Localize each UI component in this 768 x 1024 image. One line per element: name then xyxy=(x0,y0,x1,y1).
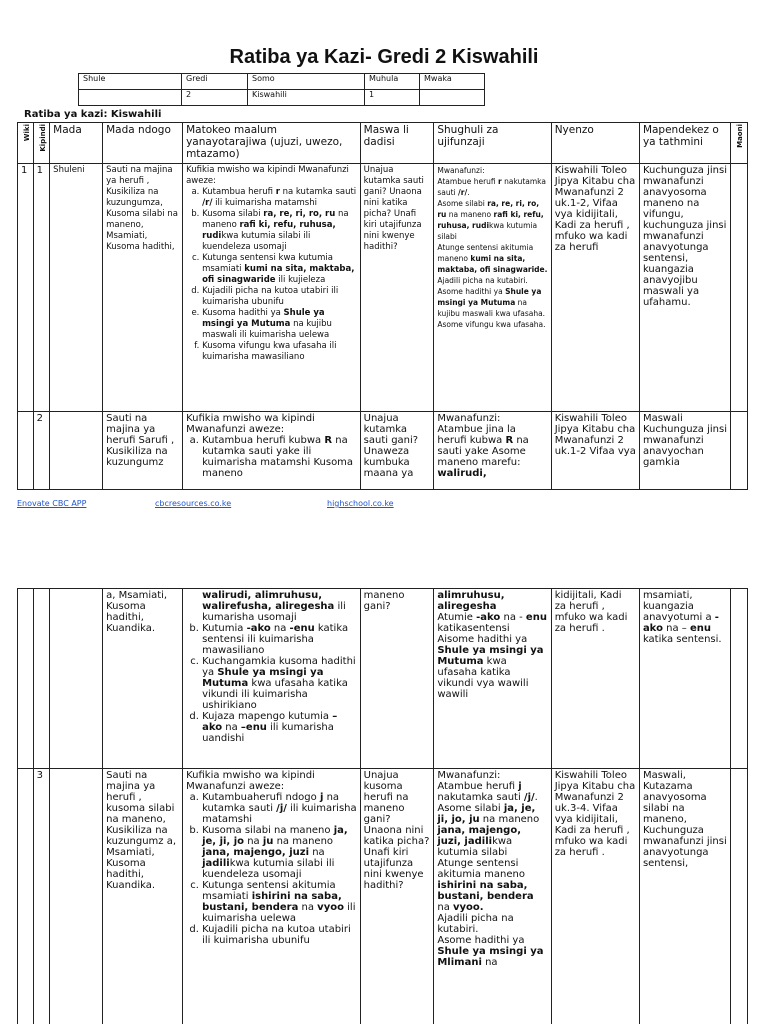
cell-mada xyxy=(50,769,103,1024)
cell-wiki: 1 xyxy=(18,164,34,412)
meta-table xyxy=(78,73,485,106)
cell-shughuli: alimruhusu, aliregesha Atumie -ako na - enu katikasentensi Aisome hadithi ya Shule ya msingi ya Mutuma kwa ufasaha katika vikundi vya wawili wawili xyxy=(434,589,551,769)
col-header-mada: Mada xyxy=(50,123,103,164)
cell-mapendekezo: Maswali Kuchunguza jinsi mwanafunzi anavyochan gamkia xyxy=(639,412,730,490)
table-row xyxy=(18,164,748,412)
cell-kipindi: 1 xyxy=(33,164,50,412)
meta-value xyxy=(79,90,182,106)
meta-value: 2 xyxy=(182,90,248,106)
cell-maswali: Unajua kutamka sauti gani? Unaona nini katika picha? Unafi kiri utajifunza nini kwenye hadithi? xyxy=(360,164,434,412)
cell-matokeo: Kufikia mwisho wa kipindi Mwanafunzi aweze: a. Kutambua herufi r na kutamka sauti /r/ ili kuimarisha matamshi b. Kusoma silabi ra, re, ri, ro, ru na maneno rafi ki, refu, ruhusa, rudikwa kutumia silabi ili kuendeleza usomaji c. Kutunga sentensi kwa kutumia msamiati kumi na sita, maktaba, ofi sinagwaride ili kujieleza d. Kujadili picha na kutoa utabiri ili kuimarisha ubunifu e. Kusoma hadithi ya Shule ya msingi ya Mutuma na kujibu maswali ili kuimarisha uelewa f. Kusoma vifungu kwa ufasaha ili kuimarisha mawasiliano xyxy=(183,164,361,412)
cell-kipindi: 2 xyxy=(33,412,50,490)
meta-value xyxy=(420,90,485,106)
cell-wiki xyxy=(18,412,34,490)
col-header-wiki: Wiki xyxy=(18,123,34,164)
col-header-mapendekezo: Mapendekez o ya tathmini xyxy=(639,123,730,164)
meta-header: Somo xyxy=(248,74,365,90)
col-header-matokeo: Matokeo maalum yanayotarajiwa (ujuzi, uwezo, mtazamo) xyxy=(183,123,361,164)
cell-maoni xyxy=(731,769,748,1024)
cell-maoni xyxy=(731,589,748,769)
cell-mapendekezo: Maswali, Kutazama anavyosoma silabi na maneno, Kuchunguza mwanafunzi jinsi anavyotunga sentensi, xyxy=(639,769,730,1024)
cell-maswali: Unajua kutamka sauti gani? Unaweza kumbuka maana ya xyxy=(360,412,434,490)
cell-matokeo: walirudi, alimruhusu, walirefusha, aliregesha ili kumarisha usomaji b. Kutumia -ako na -enu katika sentensi ili kuimarisha mawasiliano c. Kuchangamkia kusoma hadithi ya Shule ya msingi ya Mutuma kwa ufasaha katika vikundi ili kuimarisha ushirikiano d. Kujaza mapengo kutumia –ako na –enu ili kumarisha uandishi xyxy=(183,589,361,769)
meta-header: Mwaka xyxy=(420,74,485,90)
footer-link-highschool[interactable]: highschool.co.ke xyxy=(327,499,394,508)
cell-mada xyxy=(50,412,103,490)
cell-shughuli: Mwanafunzi: Atambue jina la herufi kubwa R na sauti yake Asome maneno marefu: walirudi, xyxy=(434,412,551,490)
table-row xyxy=(18,589,748,769)
scheme-table xyxy=(17,122,748,490)
meta-header: Shule xyxy=(79,74,182,90)
footer-link-enovate[interactable]: Enovate CBC APP xyxy=(17,499,87,508)
cell-maswali: maneno gani? xyxy=(360,589,434,769)
cell-maoni xyxy=(731,412,748,490)
col-header-maoni: Maoni xyxy=(731,123,748,164)
cell-wiki xyxy=(18,589,34,769)
table-row xyxy=(18,412,748,490)
cell-kipindi: 3 xyxy=(33,769,50,1024)
meta-value: 1 xyxy=(365,90,420,106)
meta-header: Gredi xyxy=(182,74,248,90)
cell-shughuli: Mwanafunzi: Atambue herufi r nakutamka sauti /r/. Asome silabi ra, re, ri, ro, ru na maneno rafi ki, refu, ruhusa, rudikwa kutumia silabi Atunge sentensi akitumia maneno kumi na sita, maktaba, ofi sinagwaride. Ajadili picha na kutabiri. Asome hadithi ya Shule ya msingi ya Mutuma na kujibu maswali kwa ufasaha. Asome vifungu kwa ufasaha. xyxy=(434,164,551,412)
cell-matokeo: Kufikia mwisho wa kipindi Mwanafunzi aweze: a. Kutambua herufi kubwa R na kutamka sauti yake ili kuimarisha matamshi Kusoma maneno xyxy=(183,412,361,490)
table-row xyxy=(18,769,748,1024)
cell-nyenzo: Kiswahili Toleo Jipya Kitabu cha Mwanafunzi 2 uk.1-2 Vifaa vya xyxy=(551,412,639,490)
cell-nyenzo: kidijitali, Kadi za herufi , mfuko wa kadi za herufi . xyxy=(551,589,639,769)
col-header-kipindi: Kipindi xyxy=(33,123,50,164)
page-2 xyxy=(0,586,768,1024)
cell-maswali: Unajua kusoma herufi na maneno gani? Unaona nini katika picha? Unafi kiri utajifunza nini kwenye hadithi? xyxy=(360,769,434,1024)
cell-matokeo: Kufikia mwisho wa kipindi Mwanafunzi aweze: a. Kutambuaherufi ndogo j na kutamka sauti /j/ ili kuimarisha matamshi b. Kusoma silabi na maneno ja, je, ji, jo na ju na maneno jana, majengo, juzi na jadilikwa kutumia silabi ili kuendeleza usomaji c. Kutunga sentensi akitumia msamiati ishirini na saba, bustani, bendera na vyoo ili kuimarisha uelewa d. Kujadili picha na kutoa utabiri ili kuimarisha ubunifu xyxy=(183,769,361,1024)
cell-mada-ndogo: Sauti na majina ya herufi Sarufi , Kusikiliza na kuzungumz xyxy=(103,412,183,490)
cell-maoni xyxy=(731,164,748,412)
cell-shughuli: Mwanafunzi: Atambue herufi j nakutamka sauti /j/. Asome silabi ja, je, ji, jo, ju na maneno jana, majengo, juzi, jadilikwa kutumia silabi Atunge sentensi akitumia maneno ishirini na saba, bustani, bendera na vyoo. Ajadili picha na kutabiri. Asome hadithi ya Shule ya msingi ya Mlimani na xyxy=(434,769,551,1024)
col-header-maswali: Maswa li dadisi xyxy=(360,123,434,164)
meta-header: Muhula xyxy=(365,74,420,90)
cell-mada-ndogo: Sauti na majina ya herufi , kusoma silabi na maneno, Kusikiliza na kuzungumz a, Msamiati, Kusoma hadithi, Kuandika. xyxy=(103,769,183,1024)
scheme-table-continued xyxy=(17,588,748,1024)
footer-link-cbcresources[interactable]: cbcresources.co.ke xyxy=(155,499,232,508)
cell-mada: Shuleni xyxy=(50,164,103,412)
cell-mapendekezo: Kuchunguza jinsi mwanafunzi anavyosoma maneno na vifungu, kuchunguza jinsi mwanafunzi anavyotunga sentensi, kuangazia anavyojibu maswali ya ufahamu. xyxy=(639,164,730,412)
cell-nyenzo: Kiswahili Toleo Jipya Kitabu cha Mwanafunzi 2 uk.1-2, Vifaa vya kidijitali, Kadi za herufi , mfuko wa kadi za herufi xyxy=(551,164,639,412)
cell-mada xyxy=(50,589,103,769)
cell-mada-ndogo: Sauti na majina ya herufi , Kusikiliza na kuzungumza, Kusoma silabi na maneno, Msamiati, Kusoma hadithi, xyxy=(103,164,183,412)
document-title: Ratiba ya Kazi- Gredi 2 Kiswahili xyxy=(229,46,539,68)
cell-mapendekezo: msamiati, kuangazia anavyotumi a -ako na – enu katika sentensi. xyxy=(639,589,730,769)
schedule-subtitle: Ratiba ya kazi: Kiswahili xyxy=(24,109,162,120)
col-header-shughuli: Shughuli za ujifunzaji xyxy=(434,123,551,164)
cell-nyenzo: Kiswahili Toleo Jipya Kitabu cha Mwanafunzi 2 uk.3-4. Vifaa vya kidijitali, Kadi za herufi , mfuko wa kadi za herufi . xyxy=(551,769,639,1024)
cell-wiki xyxy=(18,769,34,1024)
meta-value: Kiswahili xyxy=(248,90,365,106)
cell-mada-ndogo: a, Msamiati, Kusoma hadithi, Kuandika. xyxy=(103,589,183,769)
cell-kipindi xyxy=(33,589,50,769)
col-header-nyenzo: Nyenzo xyxy=(551,123,639,164)
col-header-mada-ndogo: Mada ndogo xyxy=(103,123,183,164)
